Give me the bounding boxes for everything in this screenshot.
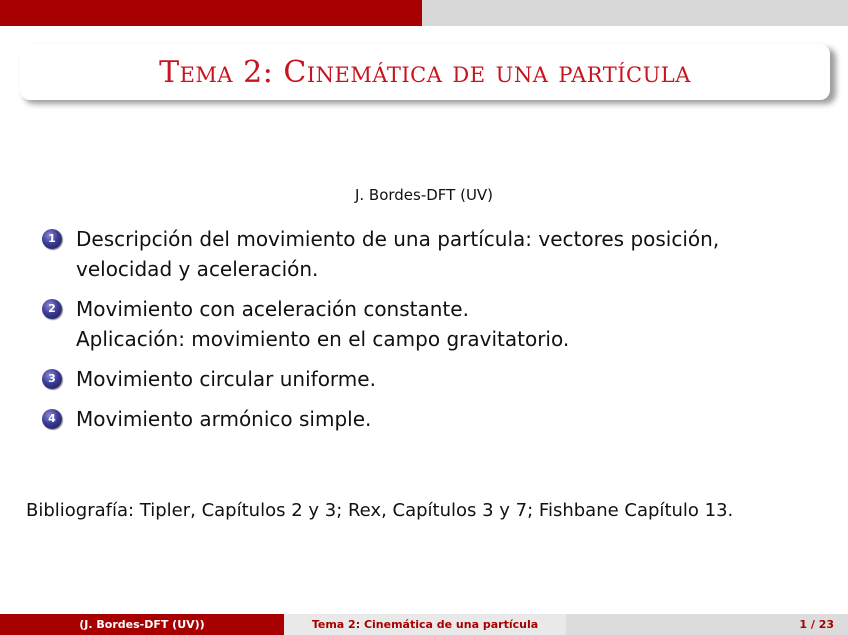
outline-item [42, 404, 822, 434]
outline-item-text: Movimiento armónico simple. [76, 407, 372, 431]
header-bar-fill [0, 0, 422, 26]
footer-author: (J. Bordes-DFT (UV)) [0, 614, 284, 635]
number-bullet-icon: 2 [42, 299, 62, 319]
number-bullet-icon: 1 [42, 229, 62, 249]
outline-item-text: Descripción del movimiento de una partícula: vectores posición, velocidad y aceleración. [76, 227, 720, 281]
outline-item [42, 364, 822, 394]
outline-item [42, 294, 822, 354]
footer-page-number: 1 / 23 [799, 618, 834, 631]
footer [0, 614, 848, 635]
number-bullet-icon: 3 [42, 369, 62, 389]
author-line: J. Bordes-DFT (UV) [354, 186, 494, 204]
footer-title: Tema 2: Cinemática de una partícula [284, 614, 566, 635]
outline-item-text: Movimiento circular uniforme. [76, 367, 376, 391]
outline-item [42, 224, 822, 284]
slide-title: Tema 2: Cinemática de una partícula [159, 54, 691, 90]
footer-page-box [566, 614, 848, 635]
header-bar [0, 0, 848, 26]
number-bullet-icon: 4 [42, 409, 62, 429]
bibliography: Bibliografía: Tipler, Capítulos 2 y 3; Rex, Capítulos 3 y 7; Fishbane Capítulo 13. [26, 500, 734, 521]
outline-list [42, 224, 822, 444]
outline-item-text: Movimiento con aceleración constante. Aplicación: movimiento en el campo gravitatorio. [76, 297, 570, 351]
